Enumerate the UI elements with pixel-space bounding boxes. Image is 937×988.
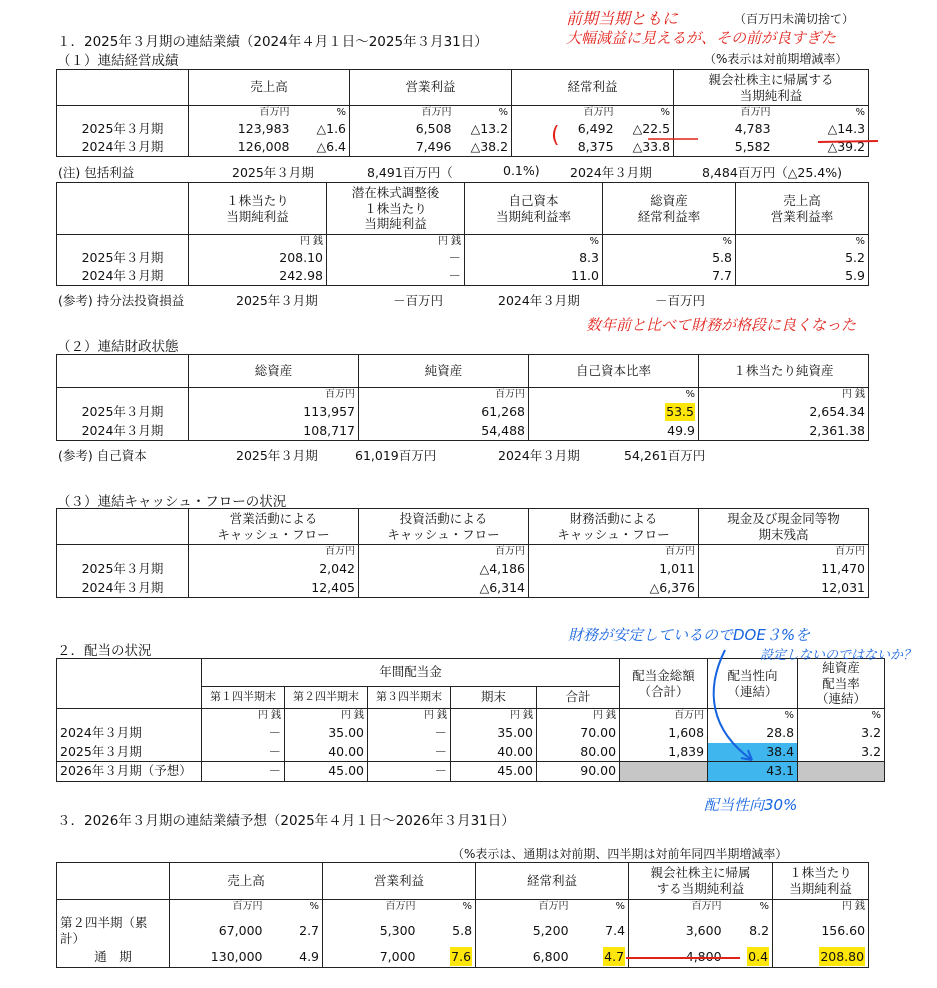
header-roe: 自己資本 当期純利益率 <box>465 183 603 235</box>
header-year-end: 期末 <box>451 687 537 709</box>
annotation-doe-line1: 財務が安定しているのでDOE３%を <box>568 626 811 644</box>
table-row: 2025年３月期 － 40.00 － 40.00 80.00 1,839 38.4 3.2 <box>57 743 885 762</box>
equity-method-value1: －百万円 <box>393 293 444 308</box>
header-cash-balance: 現金及び現金同等物 期末残高 <box>699 509 869 545</box>
table-row: 2024年３月期 12,405 △6,314 △6,376 12,031 <box>57 579 869 598</box>
header-bps: １株当たり純資産 <box>699 355 869 388</box>
equity-ref-value2: 54,261百万円 <box>624 448 706 463</box>
header-financing-cf: 財務活動による キャッシュ・フロー <box>529 509 699 545</box>
comprehensive-income-pct1: 0.1%) <box>503 163 540 178</box>
comprehensive-income-year1: 2025年３月期 <box>232 165 314 180</box>
header-operating-income: 営業利益 <box>350 70 512 106</box>
header-total-assets: 総資産 <box>189 355 359 388</box>
section1-title: １．2025年３月期の連結業績（2024年４月１日～2025年３月31日） <box>57 34 488 50</box>
equity-method-year1: 2025年３月期 <box>236 293 318 308</box>
header-doe: 純資産 配当率 （連結） <box>798 659 885 709</box>
equity-ref-year1: 2025年３月期 <box>236 448 318 463</box>
header-net-income: 親会社株主に帰属する 当期純利益 <box>674 70 869 106</box>
cashflow-title: （３）連結キャッシュ・フローの状況 <box>57 494 287 510</box>
equity-method-value2: －百万円 <box>655 293 706 308</box>
table-row: 2024年３月期 242.98 － 11.0 7.7 5.9 <box>57 268 869 286</box>
comprehensive-income-label: (注) 包括利益 <box>58 165 135 180</box>
fc-header-eps: １株当たり 当期純利益 <box>773 863 869 900</box>
forecast-title: ３．2026年３月期の連結業績予想（2025年４月１日～2026年３月31日） <box>57 813 515 829</box>
table-row: 2025年３月期 2,042 △4,186 1,011 11,470 <box>57 560 869 579</box>
fc-op-pct-highlight: 7.6 <box>451 948 472 964</box>
annotation-financial-improved: 数年前と比べて財務が格段に良くなった <box>586 316 857 334</box>
annotation-payout-30: 配当性向30% <box>704 796 798 814</box>
fc-net-pct-highlight: 0.4 <box>748 948 769 964</box>
header-sales: 売上高 <box>189 70 350 106</box>
per-share-table: １株当たり 当期純利益 潜在株式調整後 １株当たり 当期純利益 自己資本 当期純利益率 総資産 経常利益率 売上高 営業利益率 円 銭 円 銭 % % % 2025年３月期 208.10 － 8.3 5.8 5.2 2024年３月期 242.98 － 11.0 7.7 5.9 <box>56 182 869 286</box>
comprehensive-income-year2: 2024年３月期 <box>570 165 652 180</box>
forecast-table: 売上高 営業利益 経常利益 親会社株主に帰属 する当期純利益 １株当たり 当期純利益 百万円 % 百万円 % 百万円 % 百万円 % 円 銭 第２四半期（累計） 67,000 2.7 5,300 5.8 5,200 7.4 3,600 8.2 156.60 通 期 130,000 4.9 7,000 7.6 6,800 4.7 4,800 0.4 208.80 <box>56 862 869 968</box>
fc-ord-pct-highlight: 4.7 <box>604 948 625 964</box>
table-row: 2025年３月期 208.10 － 8.3 5.8 5.2 <box>57 250 869 268</box>
dividend-table: 年間配当金 配当金総額 （合計） 配当性向 （連結） 純資産 配当率 （連結） 第１四半期末 第２四半期末 第３四半期末 期末 合計 円 銭 円 銭 円 銭 円 銭 円 銭 百万円 % % 2024年３月期 － 35.00 － 35.00 70.00 1,608 28.8 3.2 2025年３月期 － 40.00 － 40.00 80.00 1,839 38.4 3.2 2026年３月期（予想） － 45.00 － 45.00 90.00 43.1 <box>56 658 885 782</box>
table-row: 2024年３月期 126,008 △6.4 7,496 △38.2 8,375 △33.8 5,582 △39.2 <box>57 139 869 157</box>
table-row: 第２四半期（累計） 67,000 2.7 5,300 5.8 5,200 7.4 3,600 8.2 156.60 <box>57 915 869 948</box>
table-row: 通 期 130,000 4.9 7,000 7.6 6,800 4.7 4,800 0.4 208.80 <box>57 947 869 967</box>
annotation-big-decline: 大幅減益に見えるが、その前が良すぎた <box>566 29 837 47</box>
equity-method-label: (参考) 持分法投資損益 <box>58 293 185 308</box>
cashflow-table: 営業活動による キャッシュ・フロー 投資活動による キャッシュ・フロー 財務活動による キャッシュ・フロー 現金及び現金同等物 期末残高 百万円 百万円 百万円 百万円 2025年３月期 2,042 △4,186 1,011 11,470 2024年３月期 12,405 △6,314 △6,376 12,031 <box>56 508 869 598</box>
header-equity-ratio: 自己資本比率 <box>529 355 699 388</box>
comprehensive-income-value1: 8,491百万円（ <box>367 165 453 180</box>
header-ordinary-income: 経常利益 <box>512 70 674 106</box>
payout-2026-highlight: 43.1 <box>708 762 798 782</box>
table-row: 2025年３月期 123,983 △1.6 6,508 △13.2 6,492 △22.5 4,783 △14.3 <box>57 121 869 139</box>
subsection-operating-results: （１）連結経営成績 <box>57 53 179 69</box>
header-diluted-eps: 潜在株式調整後 １株当たり 当期純利益 <box>327 183 465 235</box>
header-total-dividend: 配当金総額 （合計） <box>620 659 708 709</box>
pct-note: （%表示は対前期増減率） <box>704 52 848 66</box>
annotation-doe-line2: 設定しないのではないか？ <box>760 648 917 663</box>
header-payout-ratio: 配当性向 （連結） <box>708 659 798 709</box>
header-eps: １株当たり 当期純利益 <box>189 183 327 235</box>
unit-note: （百万円未満切捨て） <box>734 12 855 26</box>
header-q2: 第２四半期末 <box>285 687 368 709</box>
table-row: 2024年３月期 108,717 54,488 49.9 2,361.38 <box>57 422 869 441</box>
equity-method-year2: 2024年３月期 <box>498 293 580 308</box>
equity-ref-value1: 61,019百万円 <box>355 448 437 463</box>
payout-2025-highlight: 38.4 <box>708 743 798 762</box>
header-op-margin: 売上高 営業利益率 <box>736 183 869 235</box>
header-q1: 第１四半期末 <box>202 687 285 709</box>
equity-ratio-highlight: 53.5 <box>666 403 694 419</box>
dividend-title: ２．配当の状況 <box>57 643 152 659</box>
header-sum: 合計 <box>537 687 620 709</box>
equity-ref-label: (参考) 自己資本 <box>58 448 147 463</box>
financial-position-table: 総資産 純資産 自己資本比率 １株当たり純資産 百万円 百万円 % 円 銭 2025年３月期 113,957 61,268 53.5 2,654.34 2024年３月期 108,717 54,488 49.9 2,361.38 <box>56 354 869 441</box>
comprehensive-income-value2: 8,484百万円（△25.4%) <box>702 165 842 180</box>
header-net-assets: 純資産 <box>359 355 529 388</box>
table-row: 2025年３月期 113,957 61,268 53.5 2,654.34 <box>57 403 869 422</box>
header-annual-dividend: 年間配当金 <box>202 659 620 687</box>
equity-ref-year2: 2024年３月期 <box>498 448 580 463</box>
annotation-paren: ( <box>551 123 560 148</box>
forecast-note: （%表示は、通期は対前期、四半期は対前年同四半期増減率） <box>452 847 788 861</box>
fc-header-ordinary: 経常利益 <box>476 863 629 900</box>
table-row: 2026年３月期（予想） － 45.00 － 45.00 90.00 43.1 <box>57 762 885 782</box>
header-q3: 第３四半期末 <box>368 687 451 709</box>
header-roa: 総資産 経常利益率 <box>603 183 736 235</box>
fc-header-net: 親会社株主に帰属 する当期純利益 <box>629 863 773 900</box>
header-operating-cf: 営業活動による キャッシュ・フロー <box>189 509 359 545</box>
header-investing-cf: 投資活動による キャッシュ・フロー <box>359 509 529 545</box>
fc-header-sales: 売上高 <box>170 863 323 900</box>
table-row: 2024年３月期 － 35.00 － 35.00 70.00 1,608 28.8 3.2 <box>57 724 885 743</box>
fc-eps-highlight: 208.80 <box>820 948 865 964</box>
fc-header-operating: 営業利益 <box>323 863 476 900</box>
financial-position-title: （２）連結財政状態 <box>57 339 179 355</box>
operating-results-table: 売上高 営業利益 経常利益 親会社株主に帰属する 当期純利益 百万円 % 百万円 % 百万円 % 百万円 % 2025年３月期 123,983 △1.6 6,508 △13.2 6,492 △22.5 4,783 △14.3 2024年３月期 126,008 △6.4 7,496 △38.2 8,375 △33.8 5,582 △39.2 <box>56 69 869 157</box>
annotation-both-years: 前期当期ともに <box>566 9 679 28</box>
